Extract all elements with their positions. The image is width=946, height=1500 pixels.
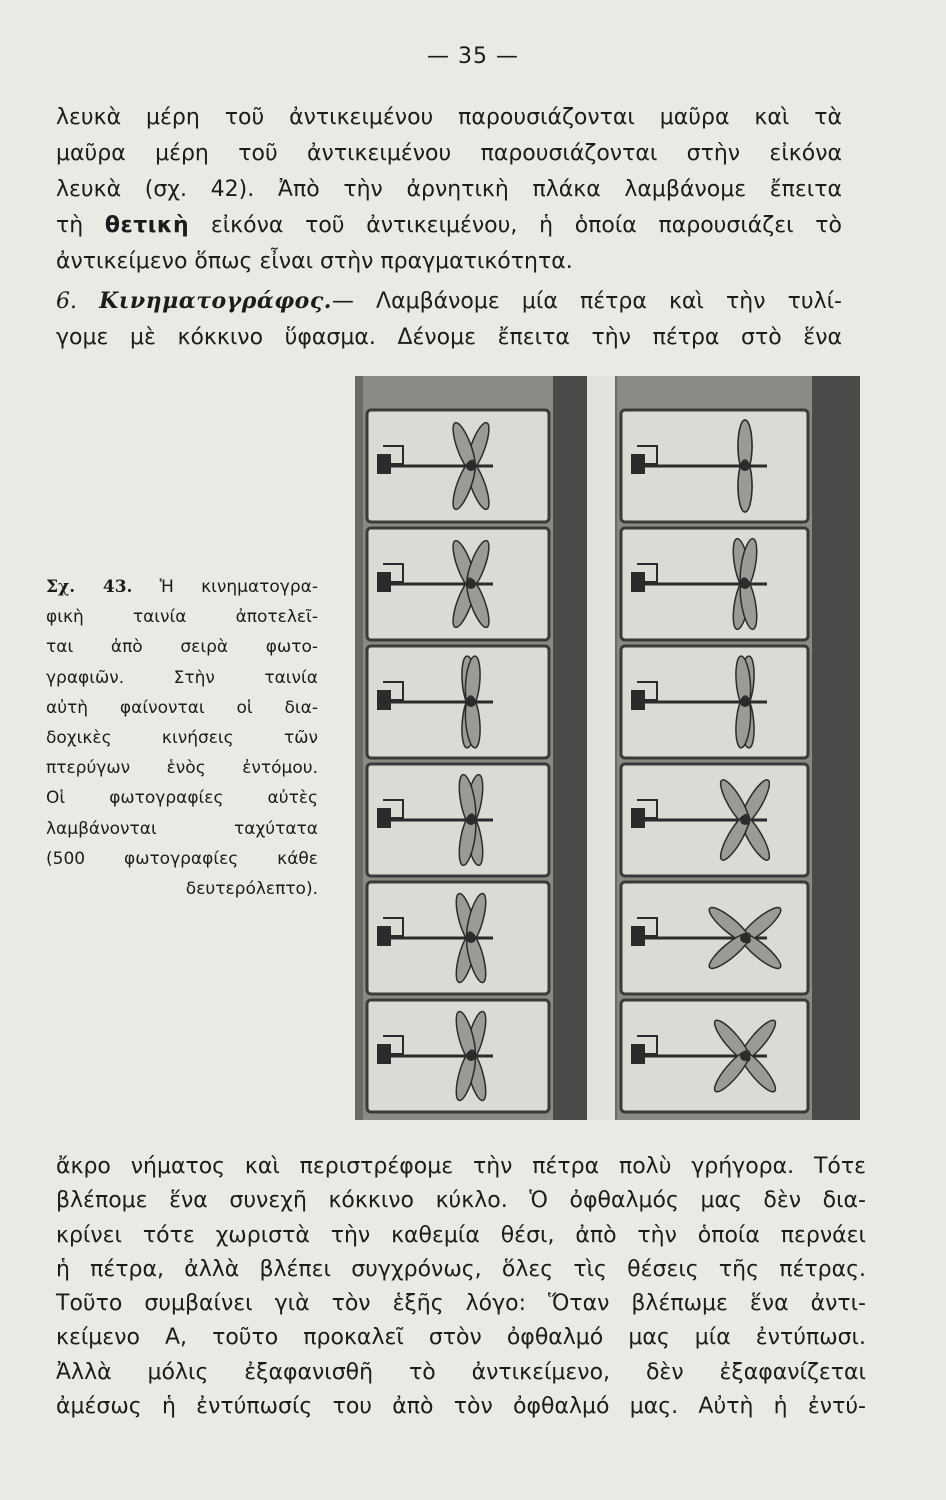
insect-holder: [631, 572, 645, 592]
insect-holder: [377, 808, 391, 828]
bold-term-thetiki: θετικὴ: [104, 213, 190, 238]
line-text: τὴ: [56, 213, 105, 238]
section-text: — Λαμβάνομε μία πέτρα καὶ τὴν τυλί-: [331, 289, 842, 314]
insect-holder: [377, 690, 391, 710]
caption-line: γραφιῶν. Στὴν ταινία: [46, 667, 318, 688]
insect-holder: [631, 690, 645, 710]
insect-holder: [377, 454, 391, 474]
insect-thorax: [740, 461, 750, 471]
caption-line: αὐτὴ φαίνονται οἱ δια-: [46, 697, 318, 718]
strip-edge: [812, 376, 860, 1120]
insect-thorax: [466, 1051, 476, 1061]
insect-thorax: [466, 933, 476, 943]
film-strip-dragonfly-icon: [355, 376, 860, 1120]
caption-line: δοχικὲς κινήσεις τῶν: [46, 728, 318, 749]
insect-thorax: [740, 579, 750, 589]
caption-line: πτερύγων ἑνὸς ἐντόμου.: [46, 758, 318, 779]
paragraph-line: κείμενο Α, τοῦτο προκαλεῖ στὸν ὀφθαλμό μας μία ἐντύπωσι.: [56, 1325, 866, 1351]
insect-holder: [631, 926, 645, 946]
figure-caption: [46, 572, 318, 904]
paragraph-bottom: [56, 1150, 866, 1424]
paragraph-line: ἀντικείμενο ὅπως εἶναι στὴν πραγματικότητα.: [56, 249, 573, 274]
paragraph-line: βλέπομε ἕνα συνεχῆ κόκκινο κύκλο. Ὁ ὀφθαλμός μας δὲν δια-: [56, 1188, 866, 1214]
section-heading-line: [56, 283, 842, 320]
paragraph-line: ἀμέσως ἡ ἐντύπωσίς του ἀπὸ τὸν ὀφθαλμό μας. Αὐτὴ ἡ ἐντύ-: [56, 1394, 866, 1420]
line-text: εἰκόνα τοῦ ἀντικειμένου, ἡ ὁποία παρουσιάζει τὸ: [189, 213, 842, 238]
insect-thorax: [740, 933, 750, 943]
paragraph-line: μαῦρα μέρη τοῦ ἀντικειμένου παρουσιάζονται στὴν εἰκόνα: [56, 141, 842, 166]
film-strip-figure: [355, 376, 860, 1120]
caption-line: (500 φωτογραφίες κάθε: [46, 848, 318, 869]
caption-line: [46, 572, 318, 602]
paragraph-line: [56, 208, 842, 244]
caption-line: λαμβάνονται ταχύτατα: [46, 818, 318, 839]
insect-holder: [377, 572, 391, 592]
insect-holder: [377, 1044, 391, 1064]
caption-text: Ἡ κινηματογρα-: [132, 577, 318, 597]
caption-line: Οἱ φωτογραφίες αὐτὲς: [46, 788, 318, 809]
paragraph-top: [56, 100, 842, 280]
insect-holder: [631, 454, 645, 474]
insect-holder: [631, 808, 645, 828]
paragraph-line: λευκὰ μέρη τοῦ ἀντικειμένου παρουσιάζονται μαῦρα καὶ τὰ: [56, 105, 842, 130]
caption-line: φικὴ ταινία ἀποτελεῖ-: [46, 607, 318, 628]
section-number: 6.: [56, 289, 77, 314]
insect-thorax: [466, 461, 476, 471]
caption-line: δευτερόλεπτο).: [185, 879, 318, 900]
section-cinematograph: [56, 283, 842, 356]
paragraph-line: Ἀλλὰ μόλις ἐξαφανισθῆ τὸ ἀντικείμενο, δὲν ἐξαφανίζεται: [56, 1359, 866, 1385]
section-title: Κινηματογράφος.: [99, 288, 332, 314]
insect-thorax: [466, 815, 476, 825]
strip-separator: [553, 376, 587, 1120]
caption-line: ται ἀπὸ σειρὰ φωτο-: [46, 637, 318, 658]
paragraph-line: ἡ πέτρα, ἀλλὰ βλέπει συγχρόνως, ὅλες τὶς θέσεις τῆς πέτρας.: [56, 1256, 866, 1282]
insect-holder: [377, 926, 391, 946]
insect-holder: [631, 1044, 645, 1064]
insect-thorax: [466, 697, 476, 707]
insect-thorax: [740, 1051, 750, 1061]
page-number: — 35 —: [427, 44, 519, 69]
insect-thorax: [740, 815, 750, 825]
paragraph-line: λευκὰ (σχ. 42). Ἀπὸ τὴν ἀρνητικὴ πλάκα λαμβάνομε ἔπειτα: [56, 177, 842, 202]
paragraph-line: ἄκρο νήματος καὶ περιστρέφομε τὴν πέτρα πολὺ γρήγορα. Τότε: [56, 1154, 866, 1179]
strip-gap: [587, 376, 615, 1120]
paragraph-line: Τοῦτο συμβαίνει γιὰ τὸν ἑξῆς λόγο: Ὅταν βλέπωμε ἕνα ἀντι-: [56, 1291, 866, 1317]
insect-thorax: [740, 697, 750, 707]
section-line: γομε μὲ κόκκινο ὕφασμα. Δένομε ἔπειτα τὴν πέτρα στὸ ἕνα: [56, 325, 842, 350]
caption-label: Σχ. 43.: [46, 577, 133, 597]
insect-thorax: [466, 579, 476, 589]
paragraph-line: κρίνει τότε χωριστὰ τὴν καθεμία θέσι, ἀπὸ τὴν ὁποία περνάει: [56, 1222, 866, 1248]
